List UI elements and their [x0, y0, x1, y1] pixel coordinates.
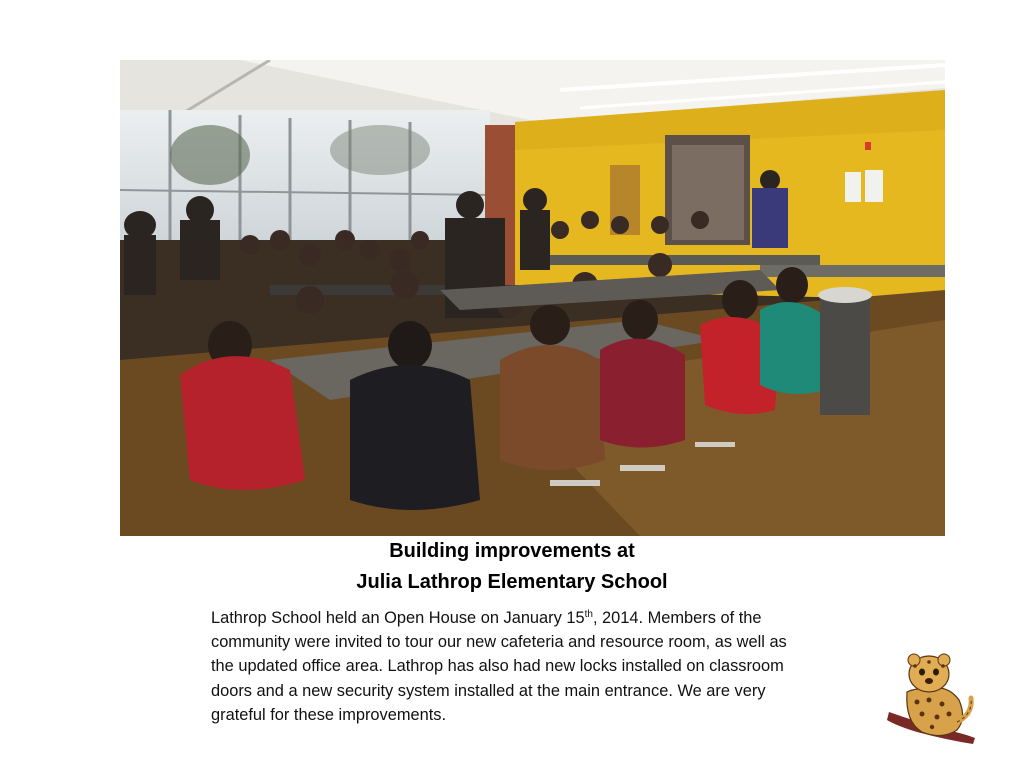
ordinal-suffix: th	[584, 609, 593, 620]
article-heading	[0, 536, 1024, 598]
leopard-mascot-icon	[887, 652, 977, 744]
heading-line-2: Julia Lathrop Elementary School	[356, 571, 668, 593]
article-text-part-2: , 2014. Members of the community were invited to tour our new cafeteria and resource room, as well as the updated office area. Lathrop has also had new locks installed on classroom doors and a new security system installed at the main entrance. We are very grateful for these improvements.	[211, 609, 787, 724]
leopard-drawing	[887, 652, 977, 744]
cafeteria-photo	[120, 60, 945, 536]
heading-line-1: Building improvements at	[389, 540, 635, 562]
cafeteria-scene	[120, 60, 945, 536]
article-text-part-1: Lathrop School held an Open House on January 15	[211, 609, 585, 627]
article-body	[211, 606, 811, 727]
